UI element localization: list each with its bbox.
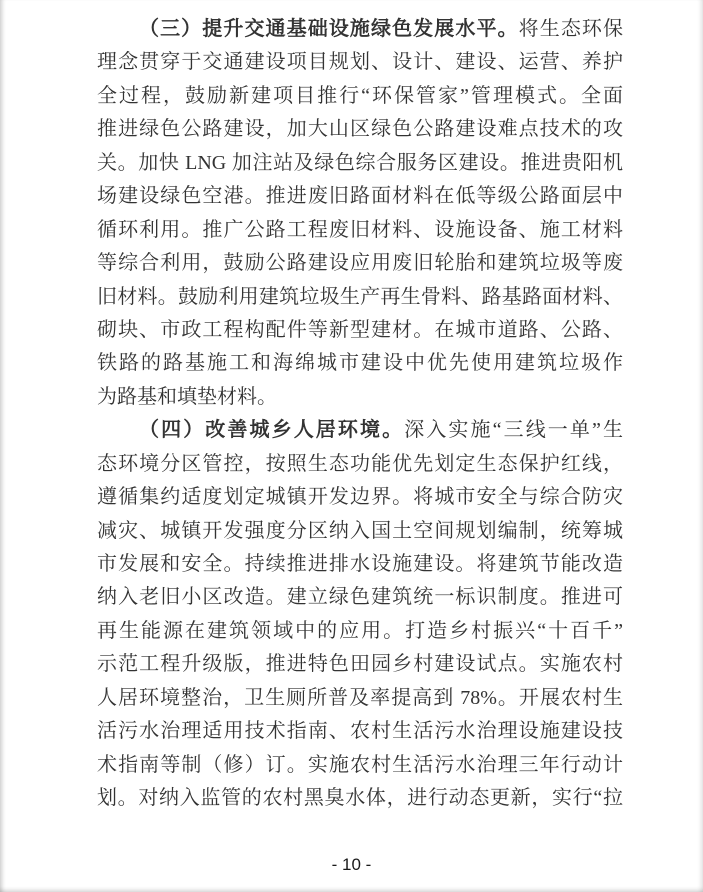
text-line: 旧材料。鼓励利用建筑垃圾生产再生骨料、路基路面材料、 [97,285,623,308]
paragraph [97,13,623,414]
text-line: 态环境分区管控，按照生态功能优先划定生态保护红线， [97,452,623,475]
text-line: 术指南等制（修）订。实施农村生活污水治理三年行动计 [97,753,623,776]
text-line: 等综合利用，鼓励公路建设应用废旧轮胎和建筑垃圾等废 [97,252,623,275]
text-line: 砌块、市政工程构配件等新型建材。在城市道路、公路、 [97,318,623,341]
text-line: 划。对纳入监管的农村黑臭水体，进行动态更新，实行“拉 [97,787,623,810]
text-line: 人居环境整治，卫生厕所普及率提高到 78%。开展农村生 [97,686,623,709]
text-line: 示范工程升级版，推进特色田园乡村建设试点。实施农村 [97,653,623,676]
text-line: 全过程，鼓励新建项目推行“环保管家”管理模式。全面 [97,84,623,107]
text-line: 为路基和填垫材料。 [97,385,277,408]
text-line: 推进绿色公路建设，加大山区绿色公路建设难点技术的攻 [97,118,623,141]
text-line: 纳入老旧小区改造。建立绿色建筑统一标识制度。推进可 [97,586,623,609]
paragraph-heading: （四）改善城乡人居环境。 [139,419,405,442]
text-line: 再生能源在建筑领域中的应用。打造乡村振兴“十百千” [97,619,623,642]
text-line: 理念贯穿于交通建设项目规划、设计、建设、运营、养护 [97,51,623,74]
paragraph-first-line-text: 将生态环保 [518,18,624,40]
text-line: 减灾、城镇开发强度分区纳入国土空间规划编制，统筹城 [97,519,623,542]
text-line: 铁路的路基施工和海绵城市建设中优先使用建筑垃圾作 [97,352,623,375]
text-line [97,13,623,46]
page-number: - 10 - [331,855,372,874]
text-line: 关。加快 LNG 加注站及绿色综合服务区建设。推进贵阳机 [97,151,623,174]
document-body [97,13,623,816]
text-line [97,414,623,447]
paragraph-first-line-text: 深入实施“三线一单”生 [404,419,623,442]
text-line: 遵循集约适度划定城镇开发边界。将城市安全与综合防灾 [97,486,623,509]
paragraph-heading: （三）提升交通基础设施绿色发展水平。 [139,18,519,40]
text-line: 市发展和安全。持续推进排水设施建设。将建筑节能改造 [97,553,623,575]
paragraph [97,414,623,815]
text-line: 活污水治理适用技术指南、农村生活污水治理设施建设技 [97,720,623,743]
text-line: 场建设绿色空港。推进废旧路面材料在低等级公路面层中 [97,185,623,208]
text-line: 循环利用。推广公路工程废旧材料、设施设备、施工材料 [97,218,623,241]
